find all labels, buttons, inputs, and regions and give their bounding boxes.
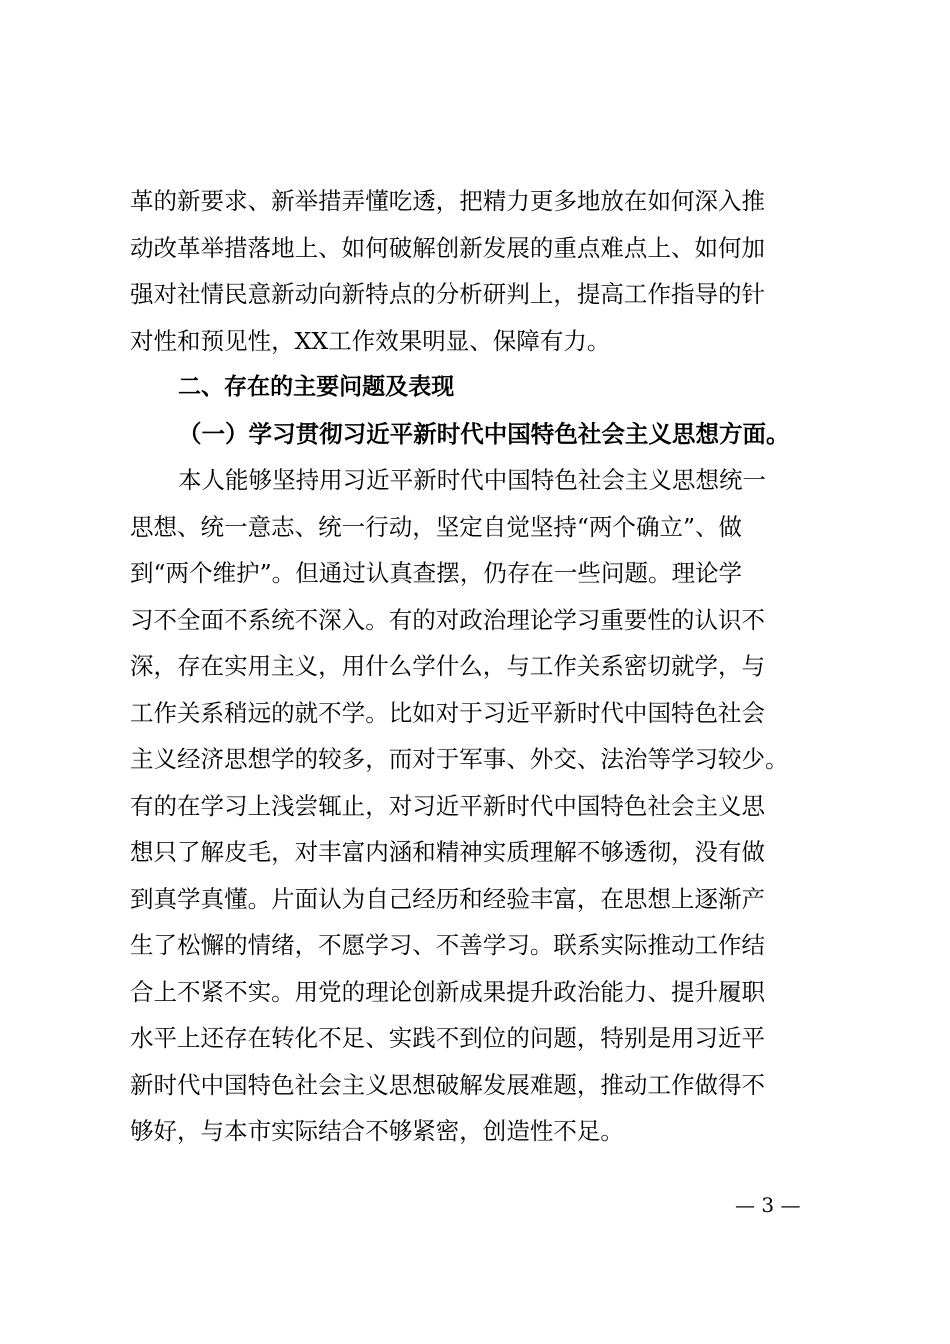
body-text-line: 习不全面不系统不深入。有的对政治理论学习重要性的认识不 <box>130 606 766 634</box>
subsection-heading: （一）学习贯彻习近平新时代中国特色社会主义思想方面。 <box>178 420 790 448</box>
body-text-line: 对性和预见性，XX工作效果明显、保障有力。 <box>130 327 611 355</box>
body-text-line: 生了松懈的情绪，不愿学习、不善学习。联系实际推动工作结 <box>130 931 766 959</box>
section-heading: 二、存在的主要问题及表现 <box>178 374 455 400</box>
body-text-line: 新时代中国特色社会主义思想破解发展难题，推动工作做得不 <box>130 1071 766 1099</box>
body-text-line: 到“两个维护”。但通过认真查摆，仍存在一些问题。理论学 <box>130 559 743 587</box>
body-text-line: 有的在学习上浅尝辄止，对习近平新时代中国特色社会主义思 <box>130 792 766 820</box>
body-text-line: 水平上还存在转化不足、实践不到位的问题，特别是用习近平 <box>130 1024 766 1052</box>
body-text-line: 工作关系稍远的就不学。比如对于习近平新时代中国特色社会 <box>130 699 766 727</box>
page-number: — 3 — <box>735 1193 801 1217</box>
body-text-line: 到真学真懂。片面认为自己经历和经验丰富，在思想上逐渐产 <box>130 885 766 913</box>
body-text-line: 动改革举措落地上、如何破解创新发展的重点难点上、如何加 <box>130 234 766 262</box>
body-text-line: 思想、统一意志、统一行动，坚定自觉坚持“两个确立”、做 <box>130 513 743 541</box>
body-text-line: 主义经济思想学的较多，而对于军事、外交、法治等学习较少。 <box>130 745 789 773</box>
body-text-line: 够好，与本市实际结合不够紧密，创造性不足。 <box>130 1117 624 1145</box>
paragraph-first-line: 本人能够坚持用习近平新时代中国特色社会主义思想统一 <box>178 466 766 494</box>
body-text-line: 革的新要求、新举措弄懂吃透，把精力更多地放在如何深入推 <box>130 187 766 215</box>
body-text-line: 深，存在实用主义，用什么学什么，与工作关系密切就学，与 <box>130 652 766 680</box>
body-text-line: 强对社情民意新动向新特点的分析研判上，提高工作指导的针 <box>130 280 766 308</box>
body-text-line: 合上不紧不实。用党的理论创新成果提升政治能力、提升履职 <box>130 978 766 1006</box>
body-text-line: 想只了解皮毛，对丰富内涵和精神实质理解不够透彻，没有做 <box>130 838 766 866</box>
